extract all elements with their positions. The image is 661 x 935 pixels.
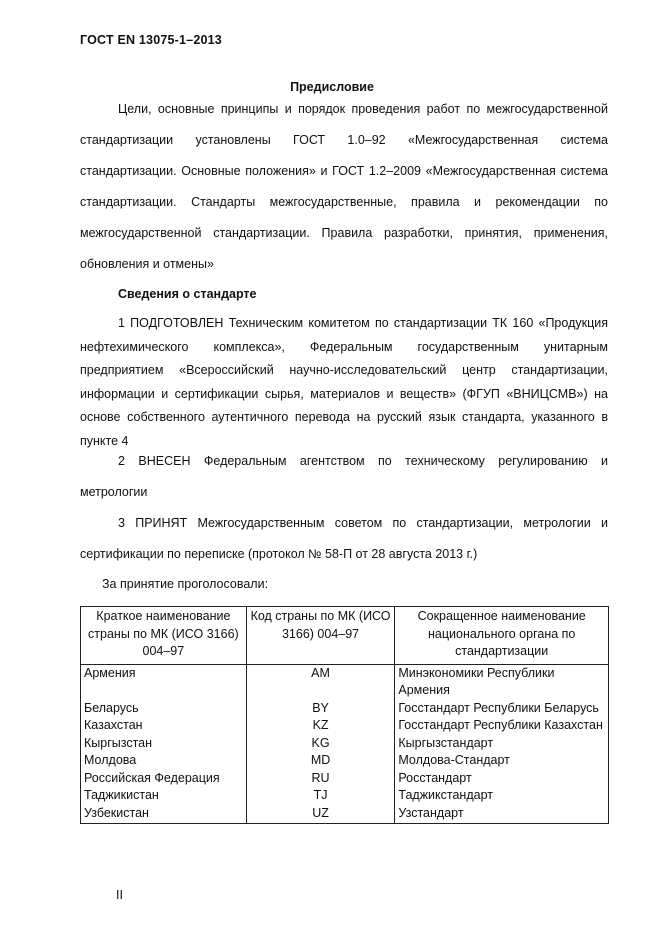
country-code: TJ — [246, 787, 395, 805]
country-code: BY — [246, 700, 395, 718]
table-row — [81, 664, 609, 700]
country-code: UZ — [246, 805, 395, 824]
foreword-title — [80, 80, 608, 94]
country-code: KG — [246, 735, 395, 753]
national-body: Кыргызстандарт — [395, 735, 609, 753]
country-code: KZ — [246, 717, 395, 735]
standard-designation: ГОСТ EN 13075-1–2013 — [80, 33, 222, 47]
table-row — [81, 717, 609, 735]
voting-label: За принятие проголосовали: — [102, 577, 269, 591]
page-number: II — [116, 888, 123, 902]
country-name: Таджикистан — [81, 787, 247, 805]
col-header-country: Краткое наименование страны по МК (ИСО 3166) 004–97 — [81, 607, 247, 665]
national-body: Росстандарт — [395, 770, 609, 788]
national-body: Молдова-Стандарт — [395, 752, 609, 770]
country-name: Российская Федерация — [81, 770, 247, 788]
country-name: Молдова — [81, 752, 247, 770]
table-row — [81, 805, 609, 824]
country-name: Армения — [81, 664, 247, 700]
table-row — [81, 770, 609, 788]
table-row — [81, 752, 609, 770]
foreword-paragraph: Цели, основные принципы и порядок проведения работ по межгосударственной стандартизации установлены ГОСТ 1.0–92 «Межгосударственная система стандартизации. Основные положения» и ГОСТ 1.2–2009 «Межгосударственная система стандартизации. Стандарты межгосударственные, правила и рекомендации по межгосударственной стандартизации. Правила разработки, принятия, применения, обновления и отмены» — [80, 102, 608, 271]
col-header-code: Код страны по МК (ИСО 3166) 004–97 — [246, 607, 395, 665]
country-code: MD — [246, 752, 395, 770]
info-item-2: 2 ВНЕСЕН Федеральным агентством по техническому регулированию и метрологии — [80, 454, 608, 499]
national-body: Госстандарт Республики Казахстан — [395, 717, 609, 735]
national-body: Узстандарт — [395, 805, 609, 824]
info-item-3: 3 ПРИНЯТ Межгосударственным советом по стандартизации, метрологии и сертификации по переписке (протокол № 58-П от 28 августа 2013 г.) — [80, 516, 608, 561]
country-name: Беларусь — [81, 700, 247, 718]
info-item-1: 1 ПОДГОТОВЛЕН Техническим комитетом по стандартизации ТК 160 «Продукция нефтехимического комплекса», Федеральным государственным унитарным предприятием «Всероссийский научно-исследовательский центр стандартизации, информации и сертификации сырья, материалов и веществ» (ФГУП «ВНИЦСМВ») на основе собственного аутентичного перевода на русский язык стандарта, указанного в пункте 4 — [80, 316, 608, 448]
country-name: Казахстан — [81, 717, 247, 735]
table-row — [81, 787, 609, 805]
table-row — [81, 700, 609, 718]
national-body: Таджикстандарт — [395, 787, 609, 805]
foreword-title-text: Предисловие — [290, 80, 374, 94]
national-body: Госстандарт Республики Беларусь — [395, 700, 609, 718]
country-name: Кыргызстан — [81, 735, 247, 753]
country-code: RU — [246, 770, 395, 788]
country-name: Узбекистан — [81, 805, 247, 824]
table-row — [81, 735, 609, 753]
national-body: Минэкономики Республики Армения — [395, 664, 609, 700]
table-header-row — [81, 607, 609, 665]
country-code: AM — [246, 664, 395, 700]
voting-countries-table — [80, 606, 609, 824]
col-header-body: Сокращенное наименование национального органа по стандартизации — [395, 607, 609, 665]
standard-info-title: Сведения о стандарте — [118, 287, 257, 301]
